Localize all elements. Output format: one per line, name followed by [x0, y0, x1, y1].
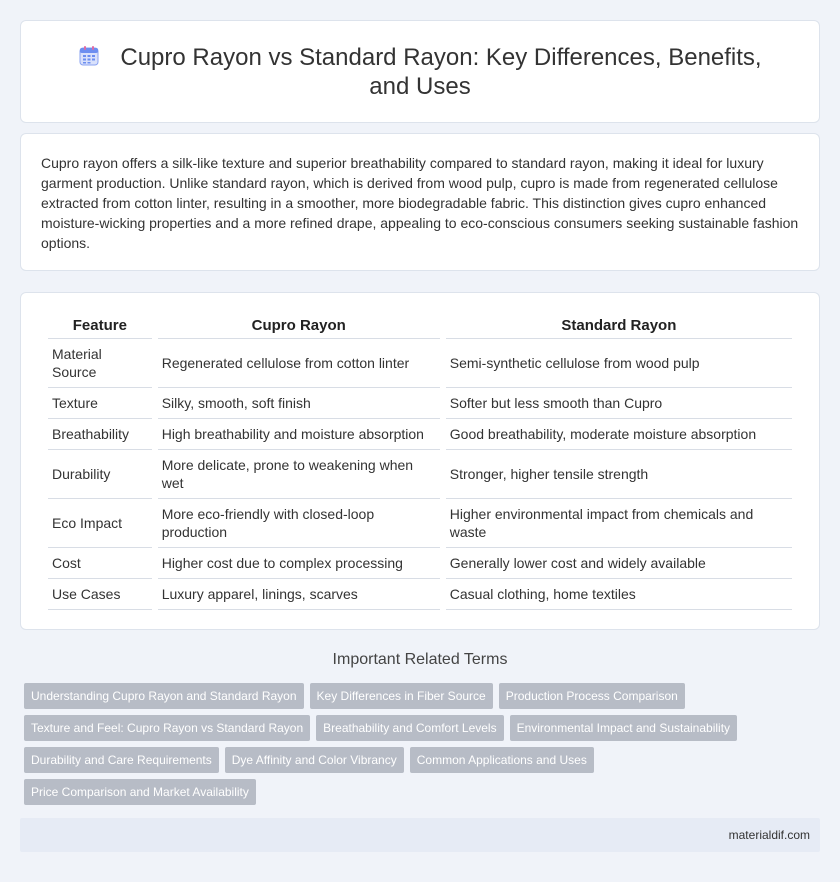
standard-cell: Generally lower cost and widely available	[446, 548, 792, 579]
header-feature: Feature	[48, 315, 152, 339]
page-title: Cupro Rayon vs Standard Rayon: Key Differences, Benefits, and Uses	[120, 44, 762, 100]
related-terms-list	[24, 683, 824, 811]
standard-cell: Casual clothing, home textiles	[446, 579, 792, 610]
comparison-card	[20, 292, 820, 630]
feature-cell: Material Source	[48, 339, 152, 388]
feature-cell: Texture	[48, 388, 152, 419]
intro-paragraph: Cupro rayon offers a silk-like texture and superior breathability compared to standard rayon, making it ideal for luxury garment production. Unlike standard rayon, which is derived from wood pulp, cupro is made from regenerated cellulose extracted from cotton linter, resulting in a smoother, more biodegradable fabric. This distinction gives cupro enhanced moisture-wicking properties and a more refined drape, appealing to eco-conscious consumers seeking sustainable fashion options.	[41, 155, 799, 251]
header-cupro-rayon: Cupro Rayon	[158, 315, 440, 339]
cupro-cell: Higher cost due to complex processing	[158, 548, 440, 579]
standard-cell: Softer but less smooth than Cupro	[446, 388, 792, 419]
table-row	[48, 450, 792, 499]
related-term-link[interactable]: Common Applications and Uses	[410, 747, 594, 773]
related-term-link[interactable]: Breathability and Comfort Levels	[316, 715, 503, 741]
feature-cell: Breathability	[48, 419, 152, 450]
table-row	[48, 419, 792, 450]
table-row	[48, 579, 792, 610]
table-row	[48, 388, 792, 419]
related-term-link[interactable]: Understanding Cupro Rayon and Standard Rayon	[24, 683, 304, 709]
header-card	[20, 20, 820, 123]
cupro-cell: Silky, smooth, soft finish	[158, 388, 440, 419]
related-term-link[interactable]: Texture and Feel: Cupro Rayon vs Standard Rayon	[24, 715, 310, 741]
related-term-link[interactable]: Dye Affinity and Color Vibrancy	[225, 747, 404, 773]
feature-cell: Durability	[48, 450, 152, 499]
footer-site-name[interactable]: materialdif.com	[728, 828, 810, 842]
table-header-row	[48, 315, 792, 339]
cupro-cell: Luxury apparel, linings, scarves	[158, 579, 440, 610]
table-row	[48, 339, 792, 388]
standard-cell: Semi-synthetic cellulose from wood pulp	[446, 339, 792, 388]
intro-card	[20, 133, 820, 271]
related-term-link[interactable]: Environmental Impact and Sustainability	[510, 715, 737, 741]
comparison-table	[42, 315, 798, 610]
cupro-cell: Regenerated cellulose from cotton linter	[158, 339, 440, 388]
related-terms-heading: Important Related Terms	[332, 651, 508, 668]
cupro-cell: High breathability and moisture absorption	[158, 419, 440, 450]
standard-cell: Good breathability, moderate moisture absorption	[446, 419, 792, 450]
cupro-cell: More delicate, prone to weakening when wet	[158, 450, 440, 499]
standard-cell: Stronger, higher tensile strength	[446, 450, 792, 499]
related-term-link[interactable]: Production Process Comparison	[499, 683, 685, 709]
cupro-cell: More eco-friendly with closed-loop production	[158, 499, 440, 548]
related-term-link[interactable]: Durability and Care Requirements	[24, 747, 219, 773]
table-row	[48, 548, 792, 579]
related-term-link[interactable]: Price Comparison and Market Availability	[24, 779, 256, 805]
feature-cell: Cost	[48, 548, 152, 579]
table-row	[48, 499, 792, 548]
page-title-wrap	[61, 43, 779, 101]
feature-cell: Use Cases	[48, 579, 152, 610]
header-standard-rayon: Standard Rayon	[446, 315, 792, 339]
feature-cell: Eco Impact	[48, 499, 152, 548]
standard-cell: Higher environmental impact from chemicals and waste	[446, 499, 792, 548]
footer-bar	[20, 818, 820, 852]
calendar-icon	[78, 45, 100, 67]
related-term-link[interactable]: Key Differences in Fiber Source	[310, 683, 493, 709]
